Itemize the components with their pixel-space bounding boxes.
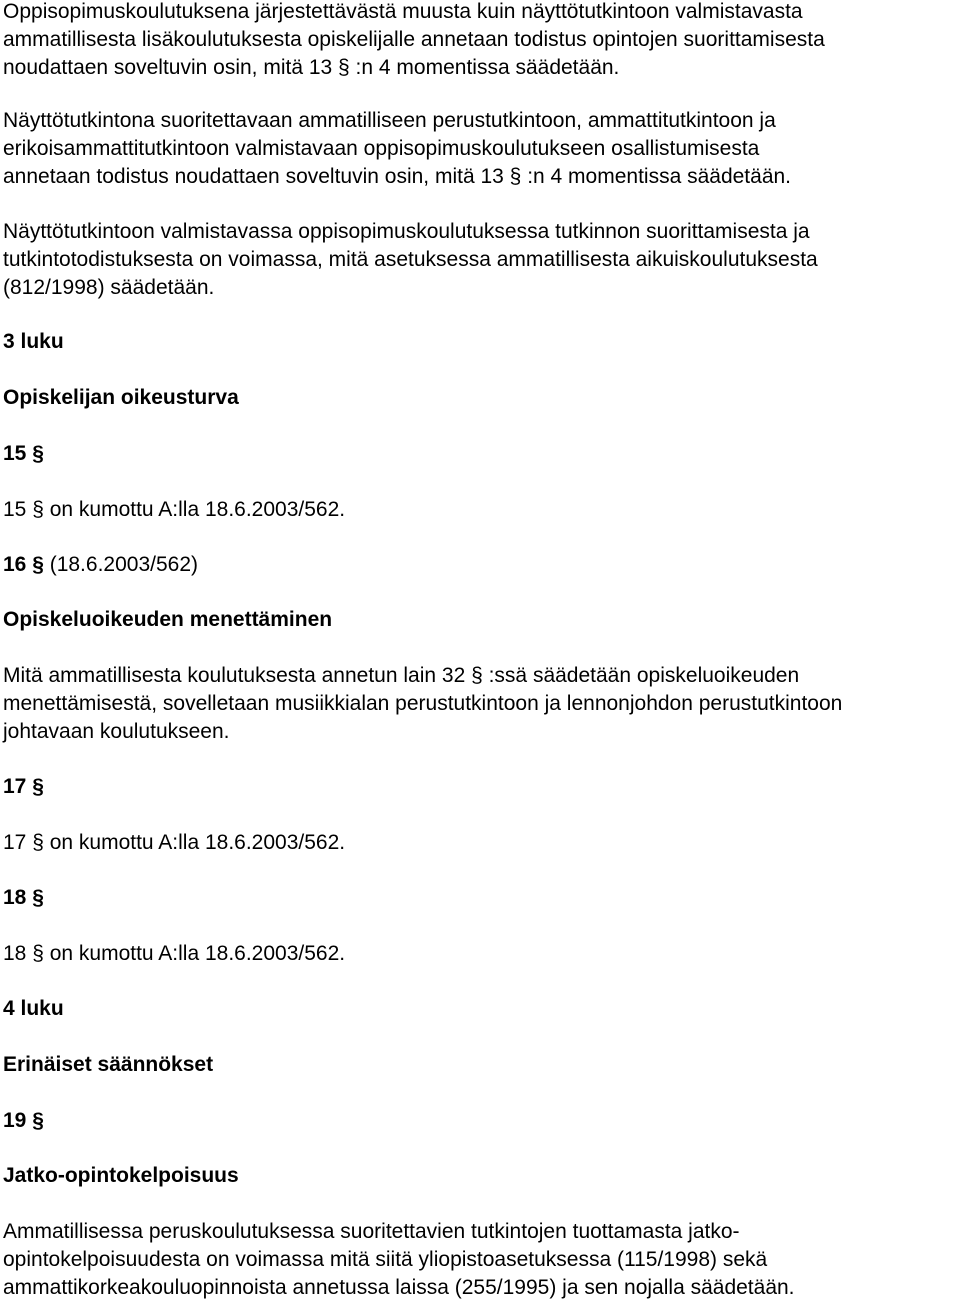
repeal-note xyxy=(3,829,345,857)
section-title: Opiskeluoikeuden menettäminen xyxy=(3,608,333,631)
text-line: 15 § on kumottu A:lla 18.6.2003/562. xyxy=(3,498,346,521)
paragraph-tutkintotodistus xyxy=(3,218,818,302)
text-line: 17 § on kumottu A:lla 18.6.2003/562. xyxy=(3,831,346,854)
text-line: Ammatillisessa peruskoulutuksessa suoritettavien tutkintojen tuottamasta jatko- xyxy=(3,1220,740,1243)
text-line: menettämisestä, sovelletaan musiikkialan perustutkintoon ja lennonjohdon perustutkintoon xyxy=(3,692,843,715)
text-line: erikoisammattitutkintoon valmistavaan oppisopimuskoulutukseen osallistumisesta xyxy=(3,137,760,160)
text-line: tutkintotodistuksesta on voimassa, mitä asetuksessa ammatillisesta aikuiskoulutuksesta xyxy=(3,248,818,271)
paragraph-jatko-opintokelpoisuus xyxy=(3,1218,795,1302)
section-number-heading: 17 § xyxy=(3,775,44,798)
section-number: 16 § xyxy=(3,553,44,576)
chapter-heading: 3 luku xyxy=(3,330,64,353)
text-line: (812/1998) säädetään. xyxy=(3,276,215,299)
section-number-heading: 15 § xyxy=(3,442,44,465)
text-line: Näyttötutkintoon valmistavassa oppisopimuskoulutuksessa tutkinnon suorittamisesta ja xyxy=(3,220,810,243)
chapter-heading: 4 luku xyxy=(3,997,64,1020)
text-line: Oppisopimuskoulutuksena järjestettävästä muusta kuin näyttötutkintoon valmistavasta xyxy=(3,0,803,23)
text-line: ammatillisesta lisäkoulutuksesta opiskelijalle annetaan todistus opintojen suorittamisesta xyxy=(3,28,825,51)
text-line: ammattikorkeakouluopinnoista annetussa laissa (255/1995) ja sen nojalla säädetään. xyxy=(3,1276,795,1299)
text-line: 18 § on kumottu A:lla 18.6.2003/562. xyxy=(3,942,346,965)
chapter-title: Erinäiset säännökset xyxy=(3,1053,214,1076)
chapter-title: Opiskelijan oikeusturva xyxy=(3,386,239,409)
repeal-note xyxy=(3,940,345,968)
amendment-reference: (18.6.2003/562) xyxy=(43,553,198,576)
repeal-note xyxy=(3,496,345,524)
paragraph-opiskeluoikeus xyxy=(3,662,842,746)
text-line: Näyttötutkintona suoritettavaan ammatilliseen perustutkintoon, ammattitutkintoon ja xyxy=(3,109,776,132)
section-number-heading: 19 § xyxy=(3,1109,44,1132)
text-line: Mitä ammatillisesta koulutuksesta annetun lain 32 § :ssä säädetään opiskeluoikeuden xyxy=(3,664,800,687)
section-title: Jatko-opintokelpoisuus xyxy=(3,1164,239,1187)
text-line: noudattaen soveltuvin osin, mitä 13 § :n 4 momentissa säädetään. xyxy=(3,56,620,79)
text-line: opintokelpoisuudesta on voimassa mitä siitä yliopistoasetuksessa (115/1998) sekä xyxy=(3,1248,768,1271)
paragraph-todistus-nayttotutkinto xyxy=(3,107,791,191)
section-number-heading: 18 § xyxy=(3,886,44,909)
paragraph-todistus-lisakoulutus xyxy=(3,0,825,82)
text-line: johtavaan koulutukseen. xyxy=(3,720,230,743)
text-line: annetaan todistus noudattaen soveltuvin osin, mitä 13 § :n 4 momentissa säädetään. xyxy=(3,165,792,188)
section-heading-with-amendment xyxy=(3,551,198,579)
